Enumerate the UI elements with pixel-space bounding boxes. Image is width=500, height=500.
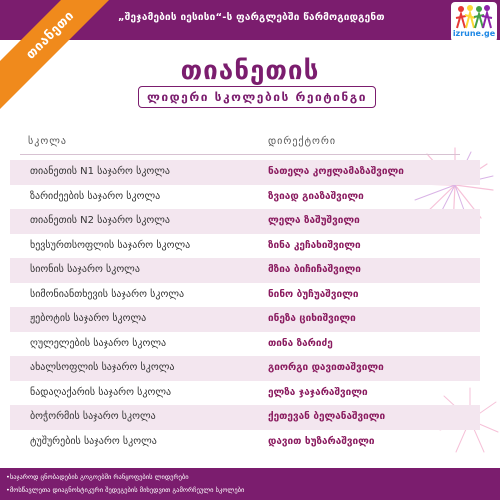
izrune-logo[interactable]	[451, 2, 497, 42]
school-name: თიანეთის N2 საჯარო სკოლა	[30, 215, 171, 226]
school-name: სიონის საჯარო სკოლა	[30, 264, 140, 275]
school-name: სიმონიანთხევის საჯარო სკოლა	[30, 288, 185, 300]
school-name: ზარიძეების საჯარო სკოლა	[30, 190, 161, 202]
column-header-school: სკოლა	[28, 136, 67, 147]
director-name: ნინო ბუჩუაშვილი	[268, 288, 359, 300]
table-row	[0, 160, 500, 185]
table-row	[0, 185, 500, 210]
footnote-2: •მოსწავლეთა დიაგნოსტიკური შედეგების მიხედვით გამორჩეული სკოლები	[6, 486, 245, 494]
footer-bar	[0, 468, 500, 500]
table-row	[0, 405, 500, 430]
table-row	[0, 332, 500, 357]
ribbon-text: თიანეთი	[22, 7, 78, 63]
footnote-1: •საჯაროდ ცნობადების გოგოებში რანყოფების ლიდერები	[6, 473, 189, 481]
director-name: თინა ზარიძე	[268, 337, 333, 349]
school-name: ტუშურების საჯარო სკოლა	[30, 435, 157, 447]
director-name: ინეზა ციხიშვილი	[268, 313, 356, 324]
director-name: ქეთევან ბელანაშვილი	[268, 411, 386, 422]
table-row	[0, 209, 500, 234]
director-name: ნათელა კოჟლამაზაშვილი	[268, 166, 404, 177]
school-name: ახალსოფლის საჯარო სკოლა	[30, 362, 175, 373]
table-row	[0, 356, 500, 381]
school-name: თიანეთის N1 საჯარო სკოლა	[30, 166, 171, 177]
column-header-director: დირექტორი	[268, 136, 337, 147]
table-row	[0, 307, 500, 332]
table-row	[0, 258, 500, 283]
director-name: მზია ბიჩიჩაშვილი	[268, 264, 361, 275]
table-row	[0, 381, 500, 406]
school-name: ნადაღაქარის საჯარო სკოლა	[30, 386, 172, 398]
director-name: გიორგი დავითაშვილი	[268, 362, 384, 373]
school-name: ხევსურთსოფლის საჯარო სკოლა	[30, 239, 191, 251]
table-row	[0, 234, 500, 259]
logo-text: izrune.ge	[452, 29, 496, 38]
director-name: ზვიად გიაზაშვილი	[268, 190, 364, 202]
banner-text: „შეჯამების იესისი“-ს ფარგლებში წარმოგიდგენთ	[118, 12, 385, 23]
table-header	[0, 130, 500, 154]
director-name: ლელა ზაშუშვილი	[268, 215, 360, 226]
header-divider	[20, 154, 460, 155]
director-name: ელზა ჯაჯარაშვილი	[268, 386, 368, 398]
school-table	[0, 160, 500, 454]
school-name: ბოჭორმის საჯარო სკოლა	[30, 411, 156, 422]
table-row	[0, 283, 500, 308]
school-name: ჟებოტის საჯარო სკოლა	[30, 313, 147, 324]
school-name: ღულელების საჯარო სკოლა	[30, 337, 167, 349]
director-name: ზინა კეჩახიშვილი	[268, 239, 361, 251]
page-title: თიანეთის	[180, 56, 320, 86]
people-figures-icon	[455, 4, 493, 30]
table-row	[0, 430, 500, 455]
subtitle-frame	[138, 86, 376, 108]
director-name: დავით ხუზარაშვილი	[268, 435, 375, 447]
page-subtitle: ლიდერი სკოლების რეიტინგი	[147, 90, 367, 104]
